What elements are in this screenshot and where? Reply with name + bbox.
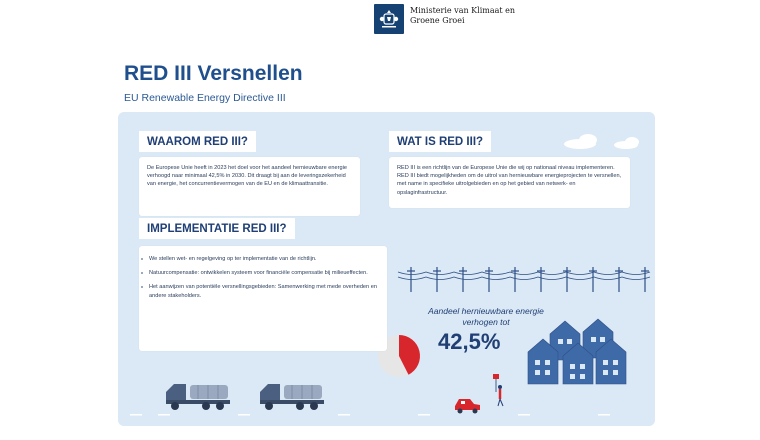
- ministry-name: Ministerie van Klimaat en Groene Groei: [410, 6, 516, 25]
- bullet-icon: [141, 286, 143, 288]
- bullet-icon: [141, 258, 143, 260]
- implementation-card: [139, 246, 387, 351]
- why-heading: WAAROM RED III?: [139, 131, 256, 152]
- page-subtitle: EU Renewable Energy Directive III: [124, 92, 286, 104]
- target-value: 42,5%: [438, 329, 501, 354]
- power-line-illustration: [398, 272, 650, 280]
- bullet-icon: [141, 272, 143, 274]
- electric-car-icon: [455, 399, 480, 414]
- houses-illustration: [528, 319, 626, 384]
- target-label: Aandeel hernieuwbare energie verhogen tot: [428, 306, 544, 327]
- cloud-icon: [564, 134, 639, 149]
- ministry-logo: [374, 4, 515, 34]
- list-item: Het aanwijzen van potentiële versnellingsgebieden: Samenwerking met mede overheden en andere stakeholders.: [151, 283, 379, 299]
- page-title: RED III Versnellen: [124, 62, 303, 85]
- coat-of-arms-icon: [374, 4, 404, 34]
- why-text: De Europese Unie heeft in 2023 het doel voor het aandeel hernieuwbare energie verhoogd naar minimaal 42,5% in 2030. Dit draagt bij aan de leveringszekerheid van energie, het concurrentievermogen van de EU en de klimaattransitie.: [147, 165, 347, 188]
- what-card: [389, 157, 630, 208]
- road-markings: [130, 414, 610, 416]
- tanker-truck-icon: [260, 384, 324, 410]
- what-heading: WAT IS RED III?: [389, 131, 491, 152]
- person-icon: [493, 374, 503, 406]
- tanker-truck-icon: [166, 384, 230, 410]
- what-text: RED III is een richtlijn van de Europese Unie die wij op nationaal niveau implementeren. RED III biedt mogelijkheden om de uitrol van hernieuwbare energieprojecten te versnellen, met name in specifieke uitrolgebieden en op het gebied van netwerk- en opslaginfrastructuur.: [397, 165, 622, 196]
- why-card: [139, 157, 360, 216]
- list-item: Natuurcompensatie: ontwikkelen systeem voor financiële compensatie bij milieueffecten.: [151, 269, 379, 277]
- implementation-heading: IMPLEMENTATIE RED III?: [139, 218, 295, 239]
- infographic-panel: [118, 112, 655, 426]
- list-item: We stellen wet- en regelgeving op ter implementatie van de richtlijn.: [151, 255, 379, 263]
